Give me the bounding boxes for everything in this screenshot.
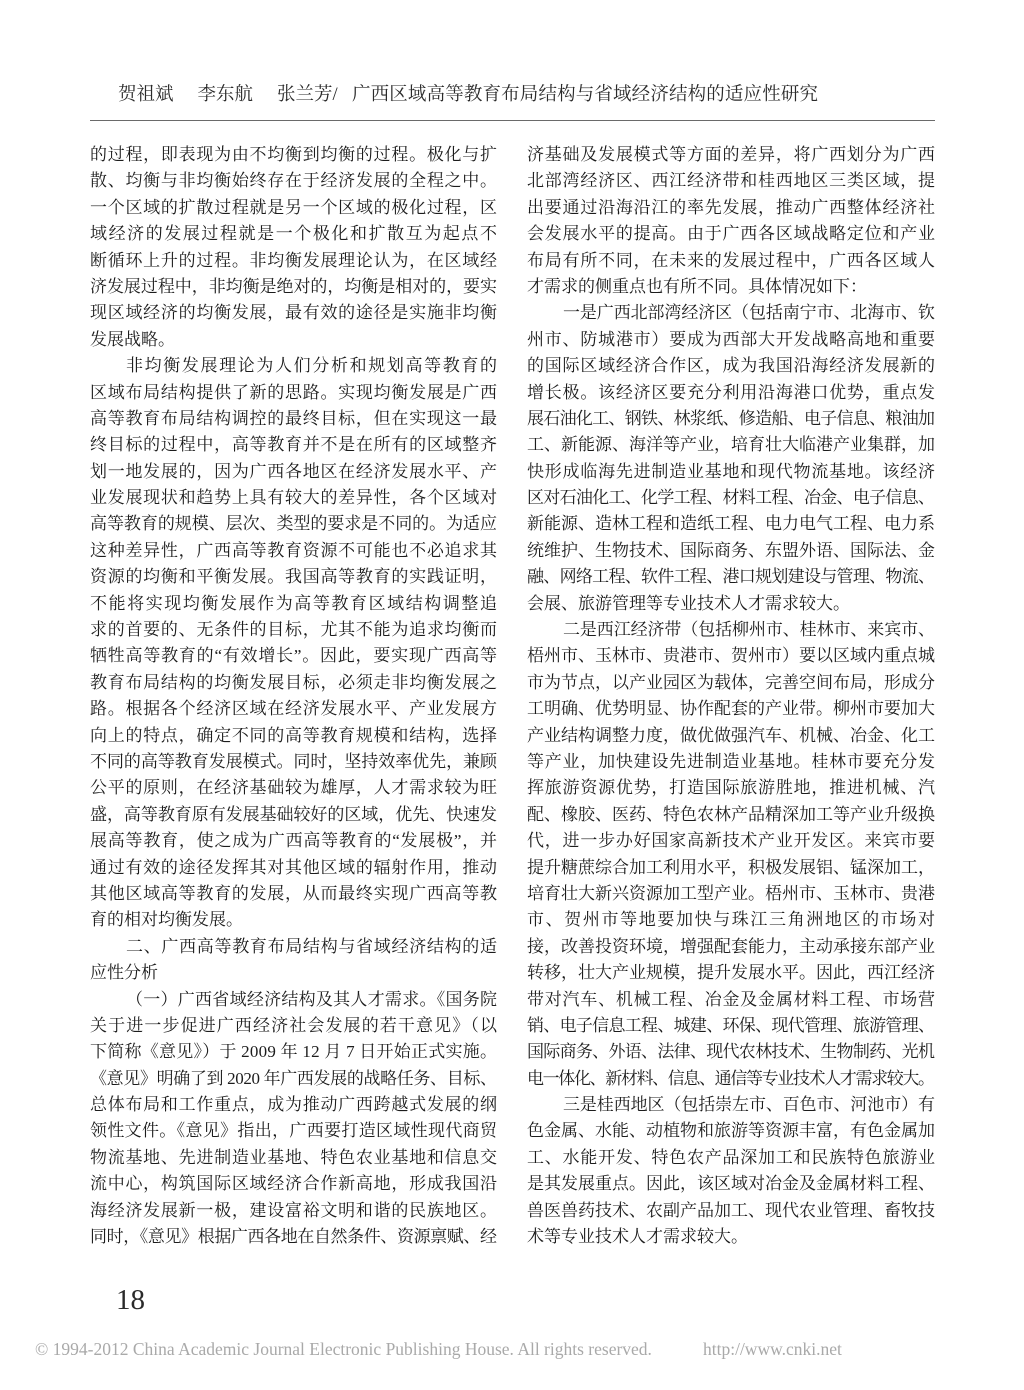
author-name: 贺祖斌	[118, 85, 174, 105]
text-line: 的过程，即表现为由不均衡到均衡的过程。极化与扩	[90, 145, 498, 164]
text-line: 提升糖蔗综合加工利用水平，积极发展铝、锰深加工，	[527, 857, 935, 877]
text-line: 统维护、生物技术、国际商务、东盟外语、国际法、金	[527, 540, 935, 560]
text-line: 的国际区域经济合作区，成为我国沿海经济发展新的	[527, 356, 936, 376]
text-line: 发展战略。	[90, 329, 175, 349]
text-line: 非均衡发展理论为人们分析和规划高等教育的	[126, 356, 499, 376]
text-line: 术等专业技术人才需求较大。	[527, 1227, 748, 1247]
text-line: 展高等教育，使之成为广西高等教育的“发展极”，并	[90, 831, 498, 851]
running-header-authors	[118, 81, 338, 109]
text-line: 才需求的侧重点也有所不同。具体情况如下：	[527, 276, 867, 296]
article-title: 广西区域高等教育布局结构与省域经济结构的适应性研究	[352, 85, 819, 105]
text-line: 北部湾经济区、西江经济带和桂西地区三类区域，提	[527, 171, 936, 191]
paragraph	[527, 300, 935, 617]
text-line: 国际商务、外语、法律、现代农林技术、生物制药、光机	[527, 1042, 935, 1062]
text-line: 二是西江经济带（包括柳州市、桂林市、来宾市、	[563, 620, 935, 640]
text-line: 代，进一步办好国家高新技术产业开发区。来宾市要	[527, 831, 936, 851]
text-line: 海经济发展新一极，建设富裕文明和谐的民族地区。	[90, 1200, 498, 1220]
text-line: 快形成临海先进制造业基地和现代物流基地。该经济	[527, 461, 936, 481]
text-line: 兽医兽药技术、农副产品加工、现代农业管理、畜牧技	[527, 1200, 935, 1220]
paragraph	[90, 987, 497, 1251]
text-line: 其他区域高等教育的发展，从而最终实现广西高等教	[90, 883, 498, 903]
text-line: 区对石油化工、化学工程、材料工程、冶金、电子信息、	[527, 488, 935, 508]
text-line: 产业结构调整力度，做优做强汽车、机械、冶金、化工	[527, 725, 935, 745]
header-rule	[90, 120, 935, 121]
text-line: 散、均衡与非均衡始终存在于经济发展的全程之中。	[90, 171, 498, 191]
text-line: 向上的特点，确定不同的高等教育规模和结构，选择	[90, 725, 498, 745]
author-name: 李东航	[197, 85, 254, 105]
text-line: 划一地发展的，因为广西各地区在经济发展水平、产	[90, 461, 498, 481]
text-line: 关于进一步促进广西经济社会发展的若干意见》（以	[90, 1015, 499, 1035]
text-line: 终目标的过程中，高等教育并不是在所有的区域整齐	[90, 435, 498, 455]
text-line: 色金属、水能、动植物和旅游等资源丰富，有色金属加	[527, 1121, 935, 1141]
text-line: 应性分析	[90, 963, 158, 983]
text-line: 工、新能源、海洋等产业，培育壮大临港产业集群，加	[527, 435, 935, 455]
text-line: 领性文件。《意见》指出，广西要打造区域性现代商贸	[90, 1121, 498, 1141]
text-line: 业发展现状和趋势上具有较大的差异性，各个区域对	[90, 488, 498, 508]
text-line: 出要通过沿海沿江的率先发展，推动广西整体经济社	[527, 197, 936, 217]
text-line: 区域布局结构提供了新的思路。实现均衡发展是广西	[90, 382, 498, 402]
text-line: 资源的均衡和平衡发展。我国高等教育的实践证明，	[90, 567, 498, 587]
text-line: 市为节点，以产业园区为载体，完善空间布局，形成分	[527, 672, 935, 692]
text-line: 是其发展重点。因此，该区域对冶金及金属材料工程、	[527, 1174, 935, 1194]
text-line: 同时，《意见》根据广西各地在自然条件、资源禀赋、经	[90, 1227, 497, 1247]
text-line: 不能将实现均衡发展作为高等教育区域结构调整追	[90, 593, 499, 613]
author-name: 张兰芳	[277, 85, 333, 105]
text-line: 高等教育布局结构调控的最终目标，但在实现这一最	[90, 408, 498, 428]
text-line: 新能源、造林工程和造纸工程、电力电气工程、电力系	[527, 514, 935, 534]
text-line: 高等教育的规模、层次、类型的要求是不同的。为适应	[90, 514, 497, 534]
copyright-notice: © 1994-2012 China Academic Journal Electronic Publishing House. All rights reserved.	[35, 1339, 652, 1359]
text-line: 不同的高等教育发展模式。同时，坚持效率优先，兼顾	[90, 751, 497, 771]
text-line: 现区域经济的均衡发展，最有效的途径是实施非均衡	[90, 303, 498, 323]
text-line: 布局有所不同，在未来的发展过程中，广西各区域人	[527, 250, 936, 270]
text-line: 配、橡胶、医药、特色农林产品精深加工等产业升级换	[527, 804, 935, 824]
text-line: 盛，高等教育原有发展基础较好的区域，优先、快速发	[90, 804, 497, 824]
text-line: 会发展水平的提高。由于广西各区域战略定位和产业	[527, 224, 936, 244]
paragraph	[527, 617, 935, 1092]
text-line: 牺牲高等教育的“有效增长”。因此，要实现广西高等	[90, 646, 498, 666]
text-line: 育的相对均衡发展。	[90, 910, 243, 930]
text-line: 教育布局结构的均衡发展目标，必须走非均衡发展之	[90, 672, 498, 692]
text-line: 展石油化工、钢铁、林浆纸、修造船、电子信息、粮油加	[527, 408, 935, 428]
text-line: 增长极。该经济区要充分利用沿海港口优势，重点发	[527, 382, 936, 402]
text-line: 通过有效的途径发挥其对其他区域的辐射作用，推动	[90, 857, 498, 877]
footer-url: http://www.cnki.net	[703, 1339, 842, 1359]
page-number: 18	[116, 1284, 145, 1316]
text-line: 带对汽车、机械工程、冶金及金属材料工程、市场营	[527, 989, 936, 1009]
text-line: 这种差异性，广西高等教育资源不可能也不必追求其	[90, 540, 498, 560]
paragraph	[90, 353, 497, 934]
text-line: 转移，壮大产业规模，提升发展水平。因此，西江经济	[527, 963, 935, 983]
running-header-title	[352, 81, 818, 107]
text-line: 下简称《意见》）于 2009 年 12 月 7 日开始正式实施。	[90, 1042, 498, 1062]
author-separator: /	[332, 85, 338, 105]
text-line: 等产业，加快建设先进制造业基地。桂林市要充分发	[527, 751, 936, 771]
text-line: 物流基地、先进制造业基地、特色农业基地和信息交	[90, 1147, 498, 1167]
text-line: 三是桂西地区（包括崇左市、百色市、河池市）有	[563, 1095, 935, 1115]
text-line: 销、电子信息工程、城建、环保、现代管理、旅游管理、	[527, 1015, 935, 1035]
text-line: 梧州市、玉林市、贵港市、贺州市）要以区域内重点城	[527, 646, 935, 666]
text-line: 挥旅游资源优势，打造国际旅游胜地，推进机械、汽	[527, 778, 936, 798]
paragraph	[90, 142, 497, 353]
text-line: 一个区域的扩散过程就是另一个区域的极化过程，区	[90, 197, 498, 217]
text-line: 电一体化、新材料、信息、通信等专业技术人才需求较大。	[527, 1068, 934, 1088]
text-line: 一是广西北部湾经济区（包括南宁市、北海市、钦	[563, 303, 935, 323]
text-line: 路。根据各个经济区域在经济发展水平、产业发展方	[90, 699, 498, 719]
right-column	[527, 142, 935, 1250]
text-line: 总体布局和工作重点，成为推动广西跨越式发展的纲	[90, 1095, 498, 1115]
text-line: 融、网络工程、软件工程、港口规划建设与管理、物流、	[527, 567, 935, 587]
text-line: 接，改善投资环境，增强配套能力，主动承接东部产业	[527, 936, 935, 956]
paragraph	[527, 1092, 935, 1250]
left-column	[90, 142, 497, 1250]
text-line: 工、水能开发、特色农产品深加工和民族特色旅游业	[527, 1147, 936, 1167]
text-line: 流中心，构筑国际区域经济合作新高地，形成我国沿	[90, 1174, 498, 1194]
text-line: 济发展过程中，非均衡是绝对的，均衡是相对的，要实	[90, 276, 497, 296]
section-heading	[90, 934, 497, 987]
text-line: 济基础及发展模式等方面的差异，将广西划分为广西	[527, 145, 936, 164]
text-line: 《意见》明确了到 2020 年广西发展的战略任务、目标、	[90, 1068, 497, 1088]
text-line: 市、贺州市等地要加快与珠江三角洲地区的市场对	[527, 910, 937, 930]
text-line: 公平的原则，在经济基础较为雄厚，人才需求较为旺	[90, 778, 498, 798]
text-line: 二、广西高等教育布局结构与省域经济结构的适	[126, 936, 498, 956]
text-line: 域经济的发展过程就是一个极化和扩散互为起点不	[90, 224, 499, 244]
text-line: 培育壮大新兴资源加工型产业。梧州市、玉林市、贵港	[527, 883, 935, 903]
text-line: 断循环上升的过程。非均衡发展理论认为，在区域经	[90, 250, 498, 270]
text-line: 工明确、优势明显、协作配套的产业带。柳州市要加大	[527, 699, 935, 719]
text-line: 会展、旅游管理等专业技术人才需求较大。	[527, 593, 850, 613]
text-line: 州市、防城港市）要成为西部大开发战略高地和重要	[527, 329, 936, 349]
text-line: （一）广西省域经济结构及其人才需求。《国务院	[126, 989, 498, 1009]
paragraph	[527, 142, 935, 300]
text-line: 求的首要的、无条件的目标，尤其不能为追求均衡而	[90, 620, 498, 640]
